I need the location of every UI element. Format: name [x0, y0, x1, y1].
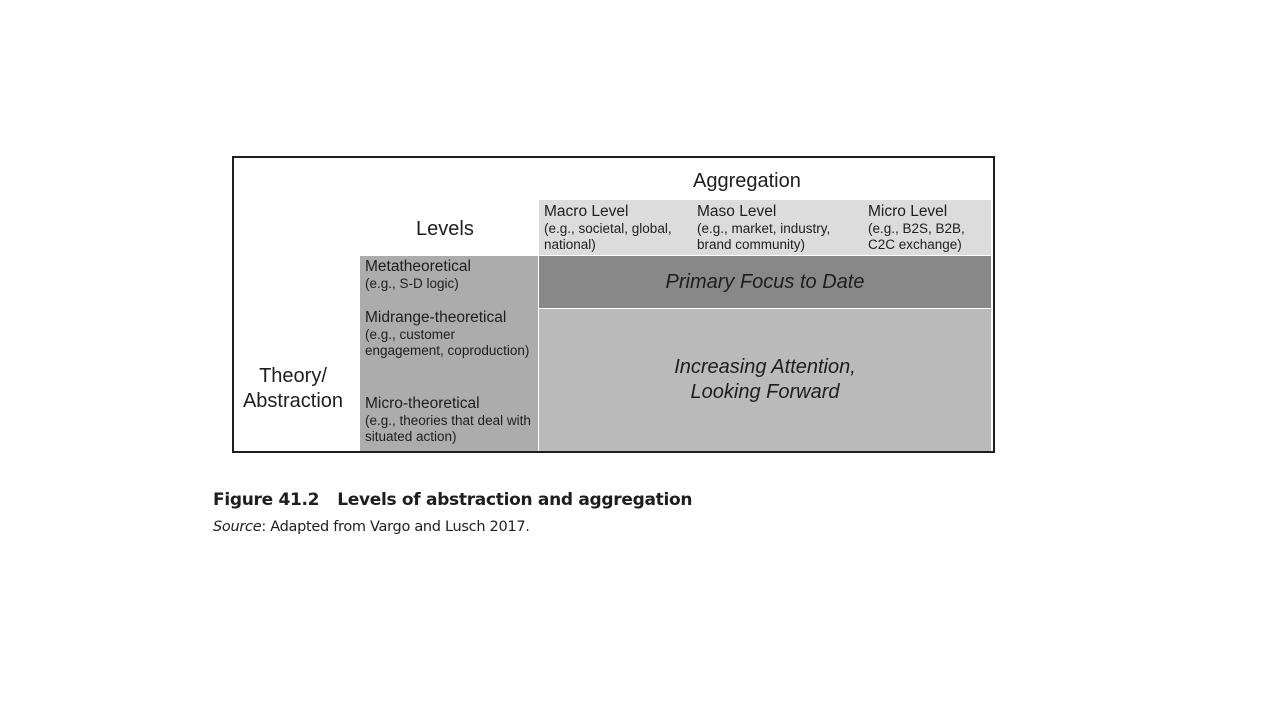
column-title: Micro Level	[868, 203, 948, 220]
column-title: Macro Level	[544, 203, 629, 220]
column-macro-level	[544, 203, 694, 253]
figure-caption	[213, 490, 692, 535]
row-title: Micro-theoretical	[365, 395, 480, 412]
row-micro-theoretical	[365, 395, 535, 445]
row-title: Midrange-theoretical	[365, 309, 507, 326]
column-example: (e.g., B2S, B2B, C2C exchange)	[868, 221, 965, 252]
figure-source	[213, 519, 692, 535]
row-metatheoretical	[365, 258, 535, 292]
increasing-line1: Increasing Attention,	[674, 356, 856, 378]
column-example: (e.g., market, industry, brand community)	[697, 221, 831, 252]
figure-title-text: Levels of abstraction and aggregation	[337, 490, 693, 510]
diagram-frame	[232, 156, 995, 453]
row-example: (e.g., S-D logic)	[365, 276, 459, 291]
column-maso-level	[697, 203, 862, 253]
figure-title	[213, 490, 692, 510]
column-example: (e.g., societal, global, national)	[544, 221, 672, 252]
source-label: Source	[213, 519, 262, 535]
row-midrange-theoretical	[365, 309, 535, 359]
source-text: : Adapted from Vargo and Lusch 2017.	[261, 519, 530, 535]
increasing-line2: Looking Forward	[690, 381, 840, 403]
theory-label-line1: Theory/	[259, 365, 327, 387]
levels-label: Levels	[416, 218, 474, 240]
increasing-attention-band	[539, 309, 991, 451]
primary-focus-band	[539, 256, 991, 308]
column-micro-level	[868, 203, 990, 253]
row-example: (e.g., theories that deal with situated action)	[365, 413, 531, 444]
figure-number: Figure 41.2	[213, 490, 320, 510]
primary-focus-label: Primary Focus to Date	[665, 270, 865, 293]
column-title: Maso Level	[697, 203, 777, 220]
theory-label-line2: Abstraction	[242, 390, 344, 412]
row-example: (e.g., customer engagement, coproduction)	[365, 327, 530, 358]
aggregation-title: Aggregation	[693, 170, 801, 192]
row-title: Metatheoretical	[365, 258, 471, 275]
theory-abstraction-label	[234, 364, 352, 414]
